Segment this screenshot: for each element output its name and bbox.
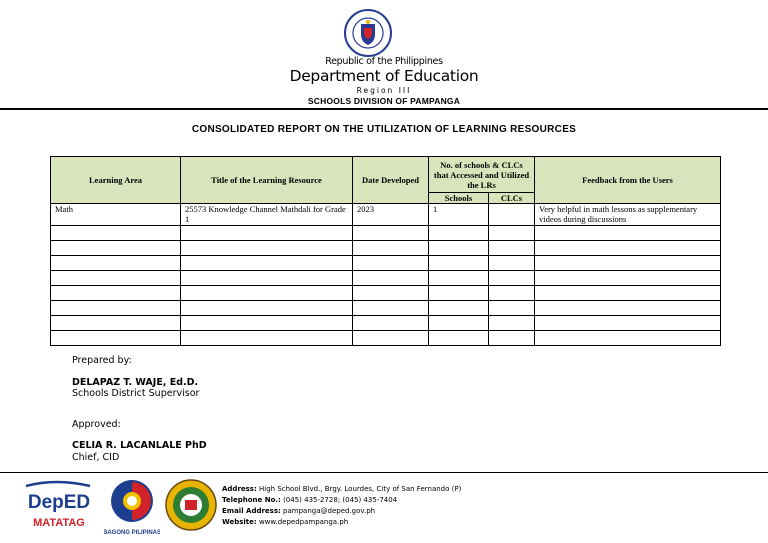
- table-row: [51, 256, 721, 271]
- footer-divider: [0, 472, 768, 473]
- cell-title: [181, 256, 353, 271]
- email-label: Email Address:: [222, 507, 281, 515]
- website-label: Website:: [222, 518, 257, 526]
- cell-learning-area: [51, 271, 181, 286]
- cell-title: [181, 271, 353, 286]
- cell-feedback: Very helpful in math lessons as supplementary videos during discussions: [535, 204, 721, 226]
- footer-telephone: [222, 496, 397, 504]
- approved-by-title: Chief, CID: [72, 452, 120, 463]
- header-accessed: No. of schools & CLCs that Accessed and Utilized the LRs: [429, 157, 535, 193]
- cell-learning-area: [51, 241, 181, 256]
- cell-title: 25573 Knowledge Channel Mathdali for Grade 1: [181, 204, 353, 226]
- cell-date: [353, 271, 429, 286]
- matatag-wordmark: MATATAG: [33, 517, 85, 529]
- cell-title: [181, 301, 353, 316]
- report-title: CONSOLIDATED REPORT ON THE UTILIZATION OF LEARNING RESOURCES: [191, 124, 577, 135]
- address-value: High School Blvd., Brgy. Lourdes, City of San Fernando (P): [259, 485, 462, 493]
- telephone-value: (045) 435-2728; (045) 435-7404: [283, 496, 398, 504]
- cell-clcs: [489, 331, 535, 346]
- table-row: [51, 286, 721, 301]
- cell-learning-area: [51, 301, 181, 316]
- cell-learning-area: [51, 226, 181, 241]
- cell-learning-area: [51, 286, 181, 301]
- address-label: Address:: [222, 485, 257, 493]
- cell-schools: [429, 271, 489, 286]
- table-row: [51, 316, 721, 331]
- header-learning-area: Learning Area: [51, 157, 181, 204]
- cell-date: [353, 256, 429, 271]
- cell-feedback: [535, 271, 721, 286]
- cell-schools: [429, 226, 489, 241]
- cell-clcs: [489, 316, 535, 331]
- bagong-pilipinas-logo: [104, 476, 160, 538]
- footer-website: [222, 518, 348, 526]
- table-row: [51, 241, 721, 256]
- cell-clcs: [489, 256, 535, 271]
- prepared-by-title: Schools District Supervisor: [72, 388, 200, 399]
- cell-feedback: [535, 241, 721, 256]
- cell-date: [353, 301, 429, 316]
- deped-seal-logo: [339, 8, 397, 58]
- table-row: [51, 226, 721, 241]
- cell-date: [353, 286, 429, 301]
- header-divider: [0, 108, 768, 110]
- cell-feedback: [535, 331, 721, 346]
- cell-learning-area: [51, 316, 181, 331]
- cell-clcs: [489, 204, 535, 226]
- prepared-by-label: Prepared by:: [72, 355, 132, 366]
- republic-line: Republic of the Philippines: [325, 56, 443, 67]
- header-title: Title of the Learning Resource: [181, 157, 353, 204]
- cell-date: [353, 316, 429, 331]
- cell-learning-area: Math: [51, 204, 181, 226]
- table-row: [51, 331, 721, 346]
- cell-feedback: [535, 226, 721, 241]
- cell-feedback: [535, 286, 721, 301]
- footer-email: [222, 507, 375, 515]
- cell-title: [181, 331, 353, 346]
- table-row: [51, 271, 721, 286]
- deped-matatag-logo: [24, 480, 94, 536]
- cell-feedback: [535, 256, 721, 271]
- deped-wordmark: DepED: [27, 492, 91, 513]
- cell-date: [353, 241, 429, 256]
- cell-title: [181, 316, 353, 331]
- cell-date: [353, 226, 429, 241]
- cell-date: 2023: [353, 204, 429, 226]
- approved-label: Approved:: [72, 419, 121, 430]
- cell-schools: 1: [429, 204, 489, 226]
- approved-by-name: CELIA R. LACANLALE PhD: [72, 440, 207, 451]
- cell-schools: [429, 241, 489, 256]
- region-line: Region III: [356, 86, 412, 95]
- cell-learning-area: [51, 256, 181, 271]
- table-row: [51, 301, 721, 316]
- cell-schools: [429, 256, 489, 271]
- cell-schools: [429, 301, 489, 316]
- bagong-pilipinas-wordmark: BAGONG PILIPINAS: [104, 530, 160, 536]
- cell-title: [181, 286, 353, 301]
- cell-clcs: [489, 226, 535, 241]
- cell-schools: [429, 286, 489, 301]
- website-value[interactable]: www.depedpampanga.ph: [258, 518, 349, 526]
- header-schools: Schools: [429, 193, 489, 204]
- cell-feedback: [535, 301, 721, 316]
- learning-resources-table: [50, 156, 721, 346]
- department-name: Department of Education: [289, 67, 479, 85]
- cell-schools: [429, 316, 489, 331]
- email-value: pampanga@deped.gov.ph: [283, 507, 376, 515]
- cell-schools: [429, 331, 489, 346]
- cell-clcs: [489, 271, 535, 286]
- cell-clcs: [489, 286, 535, 301]
- telephone-label: Telephone No.:: [222, 496, 281, 504]
- table-row: [51, 204, 721, 226]
- cell-learning-area: [51, 331, 181, 346]
- cell-clcs: [489, 301, 535, 316]
- header-clcs: CLCs: [489, 193, 535, 204]
- division-name: SCHOOLS DIVISION OF PAMPANGA: [307, 96, 461, 106]
- header-date-developed: Date Developed: [353, 157, 429, 204]
- cell-title: [181, 241, 353, 256]
- cell-clcs: [489, 241, 535, 256]
- header-feedback: Feedback from the Users: [535, 157, 721, 204]
- cell-title: [181, 226, 353, 241]
- footer-address: [222, 485, 461, 493]
- cell-feedback: [535, 316, 721, 331]
- prepared-by-name: DELAPAZ T. WAJE, Ed.D.: [72, 377, 199, 388]
- sdo-pampanga-seal: [164, 478, 218, 532]
- cell-date: [353, 331, 429, 346]
